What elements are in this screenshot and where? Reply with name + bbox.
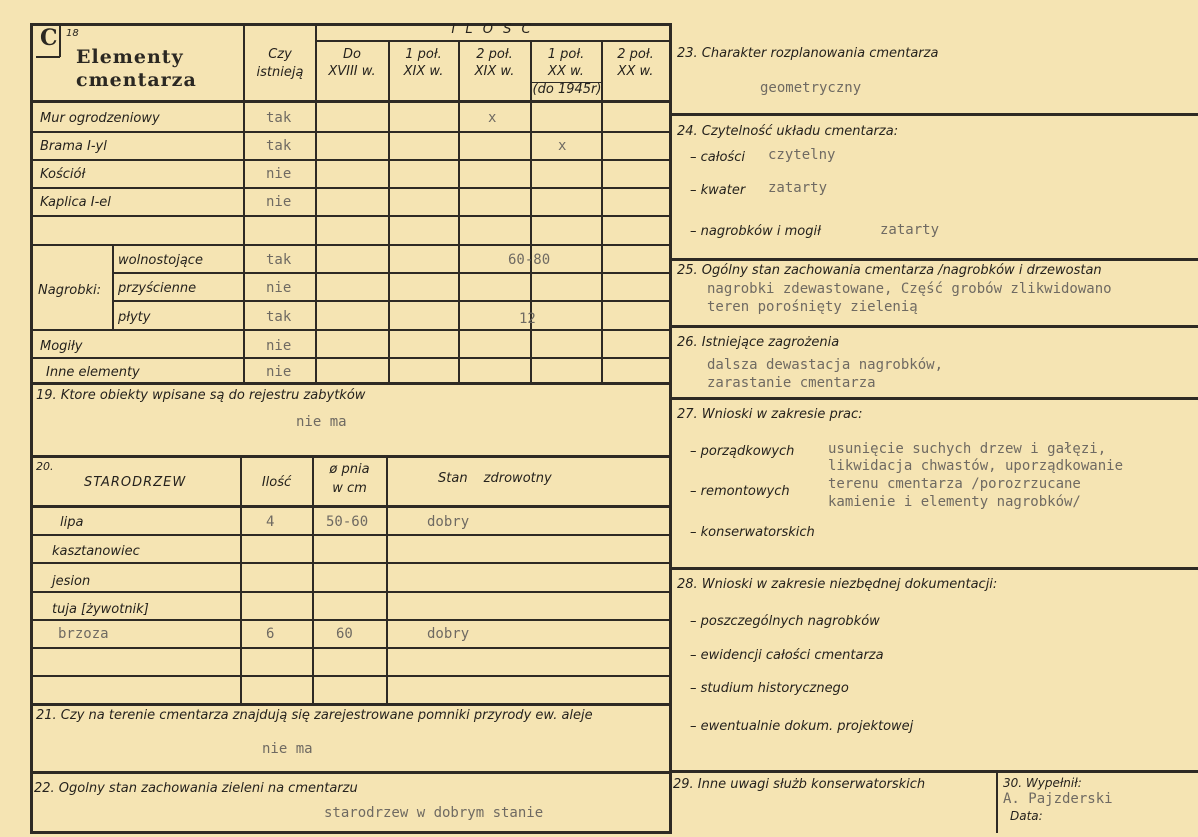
rule (30, 505, 671, 508)
tree-name: jesion (52, 574, 91, 589)
element-label: Brama I-yl (40, 139, 107, 154)
s24-label: 24. Czytelność układu cmentarza: (677, 124, 899, 139)
period-header: XVIII w. (328, 64, 376, 79)
s27-value-line1: usunięcie suchych drzew i gałęzi, (828, 441, 1107, 457)
period-header: 2 poł. (617, 47, 654, 62)
s24-label-nagrobkow: – nagrobków i mogił (690, 224, 821, 239)
element-label: Kościół (40, 167, 86, 182)
period-header: XIX w. (403, 64, 444, 79)
s27-label-konserwatorskich: – konserwatorskich (690, 525, 815, 540)
element-label: płyty (118, 310, 151, 325)
rule (670, 567, 1198, 570)
rule (670, 397, 1198, 400)
tree-state: dobry (427, 514, 470, 530)
rule (670, 258, 1198, 261)
rule (30, 534, 670, 536)
s27-value-line3: terenu cmentarza /porozrzucane (828, 476, 1081, 492)
element-exists-value: tak (266, 252, 292, 268)
element-period-mark: x (558, 138, 567, 154)
s27-value-line4: kamienie i elementy nagrobków/ (828, 494, 1081, 510)
rule (30, 591, 670, 593)
s21-value: nie ma (262, 741, 313, 757)
period-header: 1 poł. (547, 47, 585, 62)
s27-value-line2: likwidacja chwastów, uporządkowanie (828, 458, 1124, 474)
tree-name: brzoza (58, 626, 109, 642)
period-header: 1 poł. (405, 47, 442, 62)
rule (30, 357, 670, 359)
rule (36, 56, 60, 58)
tree-diameter: 50-60 (326, 514, 369, 530)
rule (316, 40, 669, 42)
s25-line1: nagrobki zdewastowane, Część grobów zlikwidowano (707, 281, 1112, 297)
s28-item: – ewidencji całości cmentarza (690, 648, 884, 663)
rule (30, 382, 671, 385)
rule (112, 244, 114, 330)
rule (669, 23, 672, 833)
tree-state: dobry (427, 626, 470, 642)
s22-value: starodrzew w dobrym stanie (324, 805, 544, 821)
rule (30, 187, 670, 189)
element-exists-value: tak (266, 110, 292, 126)
s24-label-calosci: – całości (690, 150, 745, 165)
element-exists-value: nie (266, 338, 292, 354)
rule (30, 455, 671, 458)
s25-label: 25. Ogólny stan zachowania cmentarza /nagrobków i drzewostan (677, 263, 1102, 278)
period-header: XIX w. (474, 64, 515, 79)
rule (59, 24, 61, 57)
rule (30, 215, 670, 217)
s21-label: 21. Czy na terenie cmentarza znajdują się zarejestrowane pomniki przyrody ew. aleje (36, 708, 593, 723)
rule (30, 100, 671, 103)
rule (30, 703, 671, 706)
s28-label: 28. Wnioski w zakresie niezbędnej dokumentacji: (677, 577, 998, 592)
rule (30, 159, 670, 161)
rule (30, 831, 672, 834)
nagrobki-label: Nagrobki: (38, 283, 102, 298)
s26-line1: dalsza dewastacja nagrobków, (707, 357, 944, 373)
rule (30, 619, 670, 621)
s24-value-nagrobkow: zatarty (880, 222, 940, 238)
s26-label: 26. Istniejące zagrożenia (677, 335, 840, 350)
rule (30, 771, 671, 774)
rule (670, 325, 1198, 328)
s28-item: – poszczególnych nagrobków (690, 614, 880, 629)
rule (30, 675, 670, 677)
rule (670, 770, 1198, 773)
rule (30, 244, 670, 246)
s24-value-calosci: czytelny (768, 147, 836, 163)
s20-col-diam-2: w cm (332, 481, 367, 496)
s20-col-diam-1: ø pnia (329, 462, 370, 477)
rule (670, 113, 1198, 116)
s26-line2: zarastanie cmentarza (707, 375, 876, 391)
period-header: 2 poł. (476, 47, 513, 62)
element-period-mark: x (488, 110, 497, 126)
tree-name: kasztanowiec (52, 544, 140, 559)
rule (458, 40, 460, 383)
s30-label: 30. Wypełnił: (1003, 776, 1082, 790)
rule (388, 40, 390, 383)
period-header: Do (343, 47, 361, 62)
element-amount: 60-80 (508, 252, 551, 268)
s23-label: 23. Charakter rozplanowania cmentarza (677, 46, 939, 61)
element-label: Kaplica I-el (40, 195, 111, 210)
title-line2: cmentarza (76, 69, 197, 91)
s20-col-name: STARODRZEW (84, 475, 187, 490)
section-number: 18 (66, 28, 79, 39)
element-amount: 12 (519, 311, 536, 327)
element-exists-value: tak (266, 138, 292, 154)
element-exists-value: nie (266, 194, 292, 210)
rule (113, 300, 670, 302)
period-header: (do 1945r) (532, 82, 602, 97)
element-exists-value: nie (266, 280, 292, 296)
rule (30, 329, 670, 331)
s20-num: 20. (36, 460, 54, 473)
s28-item: – ewentualnie dokum. projektowej (690, 719, 914, 734)
s27-label-remontowych: – remontowych (690, 484, 790, 499)
rule (30, 131, 670, 133)
element-exists-value: nie (266, 166, 292, 182)
rule (30, 647, 670, 649)
s25-line2: teren porośnięty zielenią (707, 299, 918, 315)
col-ilosc: I L O S C (451, 22, 534, 37)
rule (113, 272, 670, 274)
period-header: XX w. (548, 64, 584, 79)
rule (240, 456, 242, 704)
element-label: Mogiły (40, 339, 83, 354)
s20-col-state: Stan zdrowotny (438, 471, 552, 486)
col-czy-istnieja: Czy istnieją (256, 47, 304, 80)
s20-col-count: Ilość (261, 475, 292, 490)
rule (30, 562, 670, 564)
section-letter: C (40, 25, 58, 51)
tree-count: 6 (266, 626, 275, 642)
s27-label-porzadkowych: – porządkowych (690, 444, 795, 459)
element-exists-value: tak (266, 309, 292, 325)
s30-date-label: Data: (1010, 809, 1043, 823)
s29-label: 29. Inne uwagi służb konserwatorskich (673, 777, 926, 792)
tree-name: tuja [żywotnik] (52, 602, 149, 617)
element-label: przyścienne (118, 281, 197, 296)
period-header: XX w. (617, 64, 654, 79)
s19-value: nie ma (296, 414, 347, 430)
tree-diameter: 60 (336, 626, 353, 642)
s27-label: 27. Wnioski w zakresie prac: (677, 407, 863, 422)
element-label: Mur ogrodzeniowy (40, 111, 160, 126)
s30-value: A. Pajzderski (1003, 791, 1113, 807)
title-line1: Elementy (76, 46, 184, 68)
element-exists-value: nie (266, 364, 292, 380)
rule (996, 771, 998, 833)
s22-label: 22. Ogolny stan zachowania zieleni na cmentarzu (34, 781, 358, 796)
element-label: Inne elementy (46, 365, 140, 380)
s24-value-kwater: zatarty (768, 180, 828, 196)
element-label: wolnostojące (118, 253, 203, 268)
tree-name: lipa (60, 515, 84, 530)
s28-item: – studium historycznego (690, 681, 849, 696)
s23-value: geometryczny (760, 80, 862, 96)
tree-count: 4 (266, 514, 275, 530)
rule (386, 456, 388, 704)
rule (30, 23, 33, 833)
s19-label: 19. Ktore obiekty wpisane są do rejestru zabytków (36, 388, 366, 403)
s24-label-kwater: – kwater (690, 183, 746, 198)
